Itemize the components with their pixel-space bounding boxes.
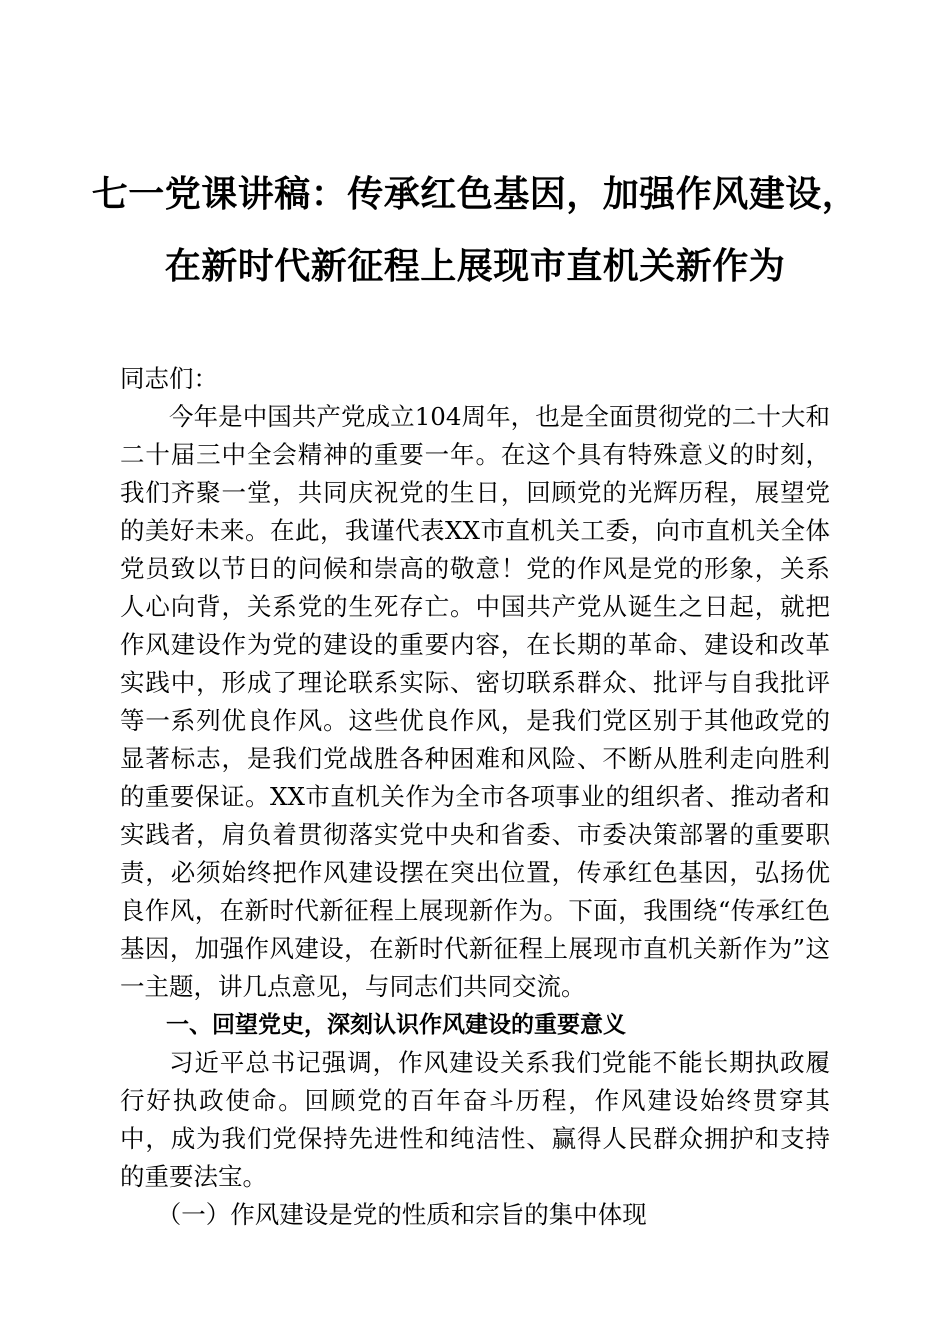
salutation: 同志们：	[120, 364, 218, 393]
section-heading-1: 一、回望党史，深刻认识作风建设的重要意义	[166, 1012, 626, 1038]
document-title-line-1: 七一党课讲稿：传承红色基因，加强作风建设，	[91, 173, 859, 215]
document-body	[120, 360, 830, 1234]
subsection-heading-1: （一）作风建设是党的性质和宗旨的集中体现	[156, 1200, 647, 1229]
document-title-line-2: 在新时代新征程上展现市直机关新作为	[164, 245, 786, 287]
paragraph-intro: 今年是中国共产党成立104周年，也是全面贯彻党的二十大和二十届三中全会精神的重要一年。在这个具有特殊意义的时刻，我们齐聚一堂，共同庆祝党的生日，回顾党的光辉历程，展望党的美好未来。在此，我谨代表XX市直机关工委，向市直机关全体党员致以节日的问候和崇高的敬意！党的作风是党的形象，关系人心向背，关系党的生死存亡。中国共产党从诞生之日起，就把作风建设作为党的建设的重要内容，在长期的革命、建设和改革实践中，形成了理论联系实际、密切联系群众、批评与自我批评等一系列优良作风。这些优良作风，是我们党区别于其他政党的显著标志，是我们党战胜各种困难和风险、不断从胜利走向胜利的重要保证。XX市直机关作为全市各项事业的组织者、推动者和实践者，肩负着贯彻落实党中央和省委、市委决策部署的重要职责，必须始终把作风建设摆在突出位置，传承红色基因，弘扬优良作风，在新时代新征程上展现新作为。下面，我围绕“传承红色基因，加强作风建设，在新时代新征程上展现市直机关新作为”这一主题，讲几点意见，与同志们共同交流。	[120, 402, 830, 1001]
paragraph-section-1: 习近平总书记强调，作风建设关系我们党能不能长期执政履行好执政使命。回顾党的百年奋斗历程，作风建设始终贯穿其中，成为我们党保持先进性和纯洁性、赢得人民群众拥护和支持的重要法宝。	[120, 1048, 830, 1191]
